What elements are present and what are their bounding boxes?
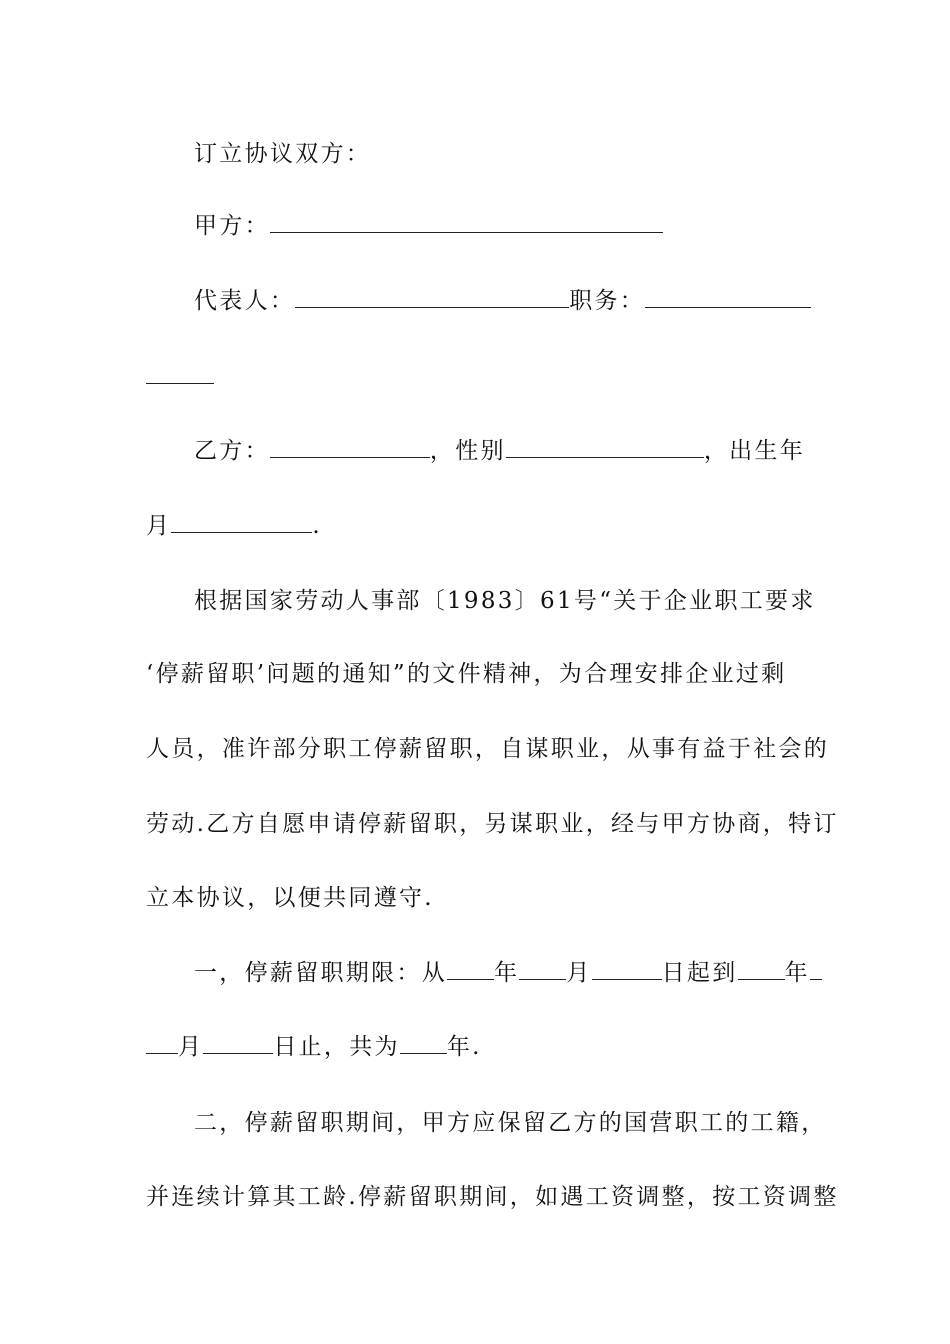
party-b-name-blank — [270, 437, 430, 458]
preamble-text-4: 劳动.乙方自愿申请停薪留职，另谋职业，经与甲方协商，特订 — [146, 811, 839, 837]
birth-end: . — [312, 513, 322, 539]
preamble-line-2 — [146, 659, 826, 689]
clause-2-text-1: 二，停薪留职期间，甲方应保留乙方的国营职工的工籍， — [194, 1110, 827, 1136]
party-a-label: 甲方： — [194, 213, 270, 239]
representative-label: 代表人： — [194, 288, 296, 314]
end-day-label: 日止，共为 — [273, 1034, 400, 1060]
parties-heading — [194, 139, 874, 169]
position-blank — [645, 287, 811, 308]
gender-label: ，性别 — [429, 438, 506, 464]
party-b-line — [194, 436, 874, 466]
end-month-label: 月 — [178, 1034, 204, 1060]
preamble-line-1 — [194, 586, 874, 616]
clause-2-line-1 — [194, 1108, 874, 1138]
birth-month-label: 月 — [146, 513, 172, 539]
total-years-blank — [400, 1033, 447, 1054]
position-label: 职务： — [569, 288, 646, 314]
position-blank-continuation — [146, 362, 826, 392]
birth-label: ，出生年 — [703, 438, 806, 464]
end-day-blank — [203, 1033, 273, 1054]
clause-1-line-1 — [194, 958, 874, 988]
preamble-text-5: 立本协议，以便共同遵守. — [146, 885, 434, 911]
representative-blank — [295, 287, 569, 308]
representative-line — [194, 286, 874, 316]
start-year-label: 年 — [494, 960, 520, 986]
start-day-label: 日起到 — [661, 960, 738, 986]
preamble-text-3: 人员，准许部分职工停薪留职，自谋职业，从事有益于社会的 — [146, 736, 830, 762]
total-years-label: 年. — [446, 1034, 482, 1060]
preamble-line-4 — [146, 809, 839, 839]
clause-2-line-2 — [146, 1182, 839, 1212]
party-b-label: 乙方： — [194, 438, 270, 464]
clause-1-line-2 — [146, 1032, 826, 1062]
position-blank-tail — [146, 363, 214, 384]
end-year-label: 年 — [784, 960, 810, 986]
end-year-blank — [738, 959, 785, 980]
start-day-blank — [592, 959, 662, 980]
preamble-line-3 — [146, 734, 830, 764]
party-a-line — [194, 211, 874, 241]
end-month-blank-start — [810, 959, 822, 980]
end-month-blank-end — [146, 1033, 178, 1054]
gender-blank — [506, 437, 704, 458]
preamble-line-5 — [146, 883, 826, 913]
birth-blank — [171, 512, 312, 533]
birth-line — [146, 511, 826, 541]
start-month-blank — [519, 959, 566, 980]
clause-1-prefix: 一，停薪留职期限：从 — [194, 960, 447, 986]
party-a-blank — [270, 212, 663, 233]
preamble-text-2: ‘停薪留职’问题的通知”的文件精神，为合理安排企业过剩 — [146, 661, 787, 687]
clause-2-text-2: 并连续计算其工龄.停薪留职期间，如遇工资调整，按工资调整 — [146, 1184, 839, 1210]
start-month-label: 月 — [566, 960, 592, 986]
parties-heading-text: 订立协议双方： — [194, 141, 372, 167]
start-year-blank — [447, 959, 494, 980]
preamble-text-1: 根据国家劳动人事部〔1983〕61号“关于企业职工要求 — [194, 588, 816, 614]
